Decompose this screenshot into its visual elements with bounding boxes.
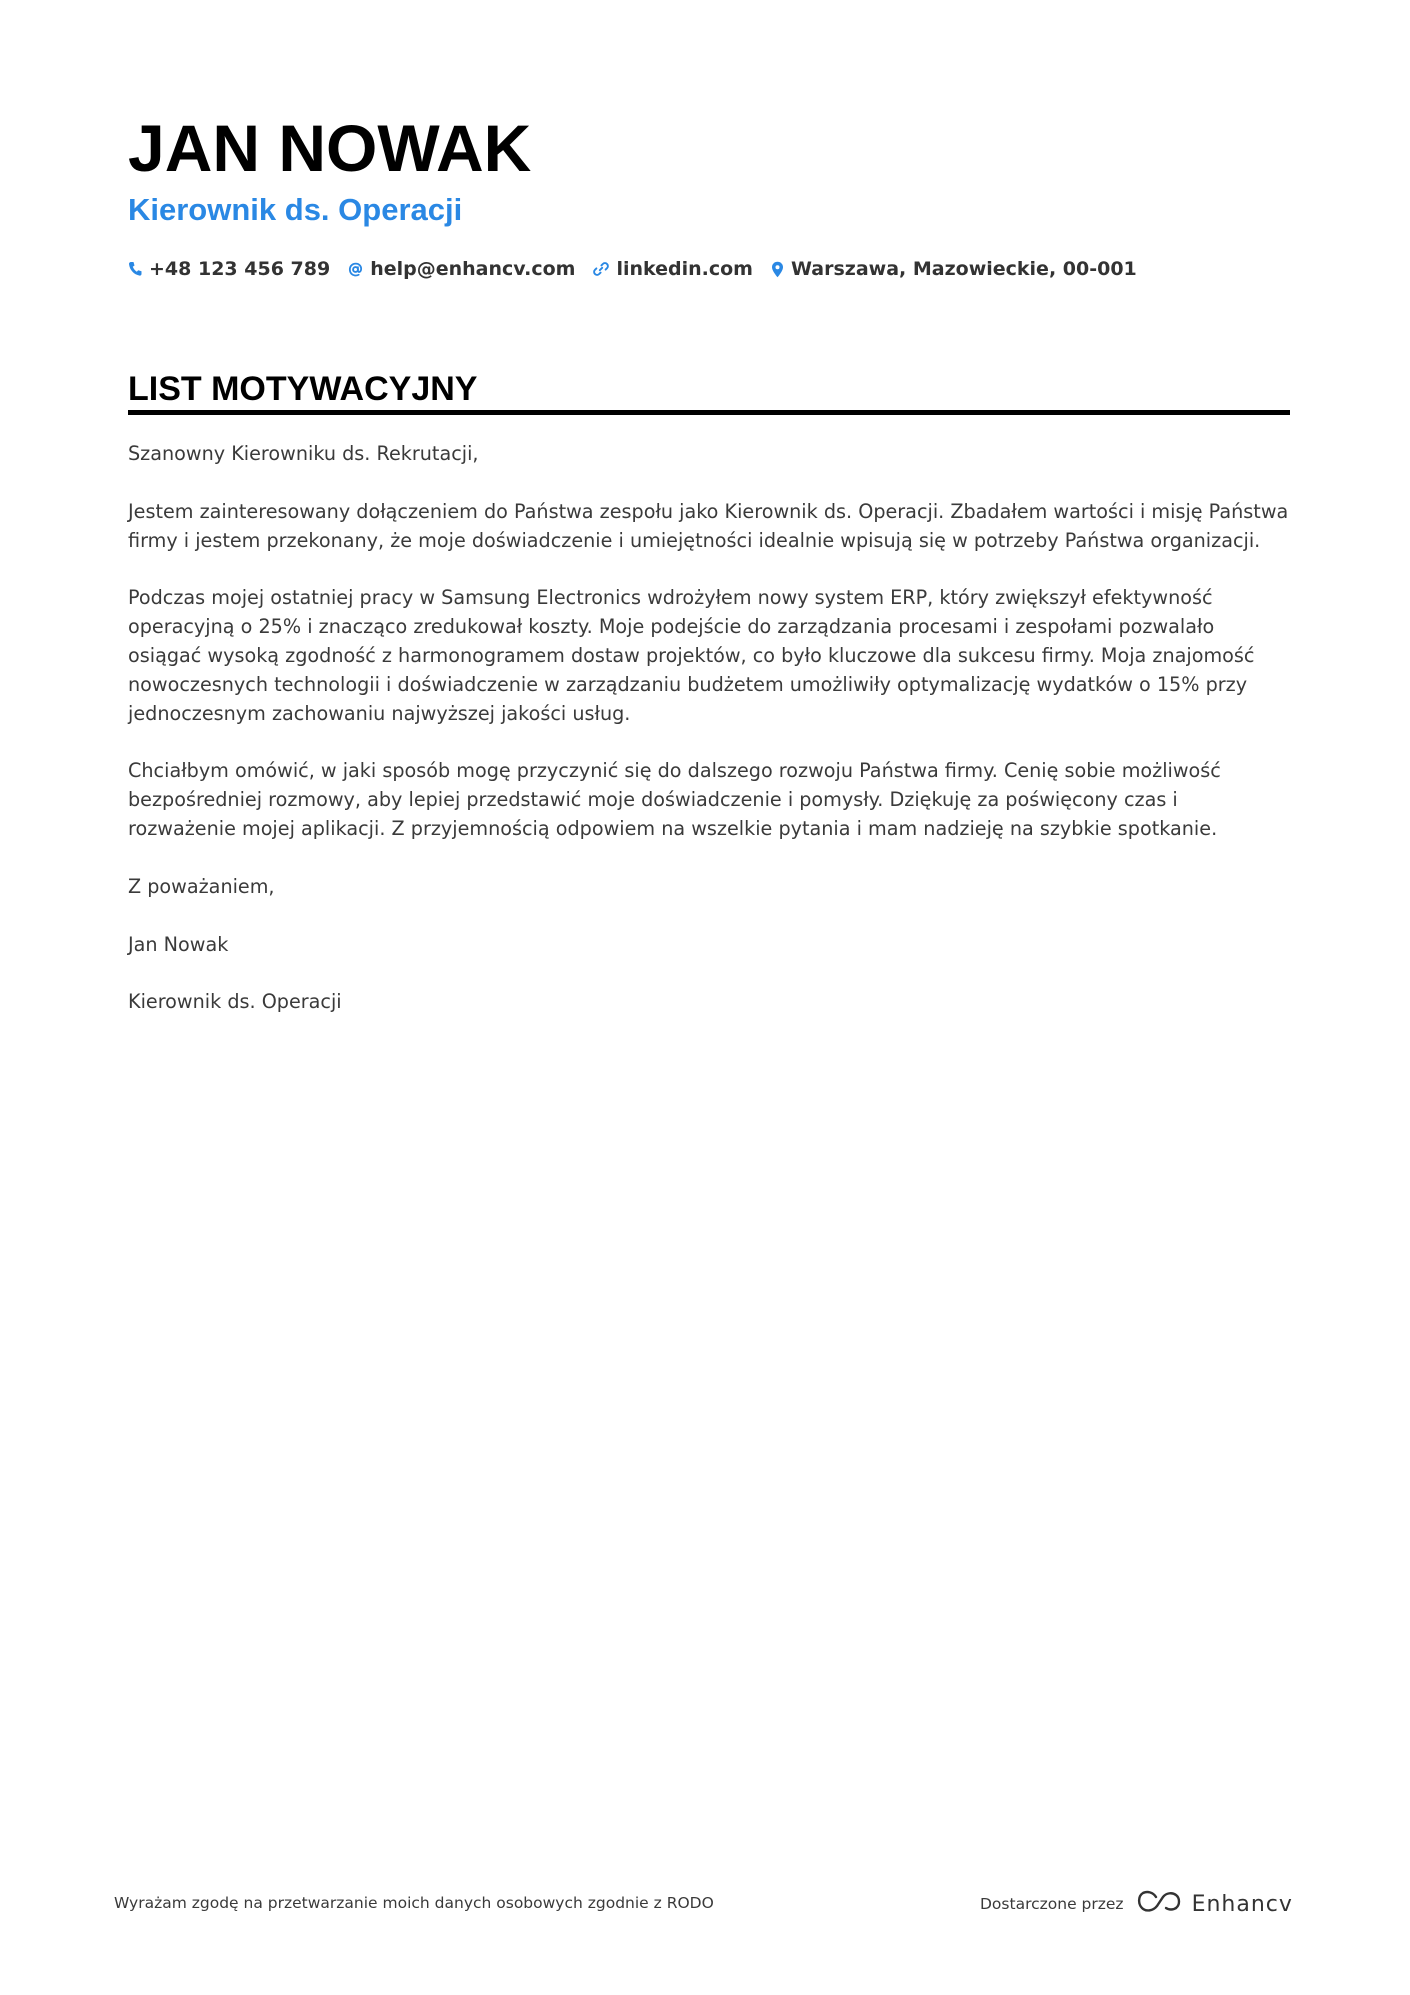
section-divider [128,410,1290,415]
contact-location [771,258,1137,280]
enhancv-logo-text: Enhancv [1191,1891,1293,1917]
phone-icon [128,261,142,277]
contact-location-text: Warszawa, Mazowieckie, 00-001 [790,258,1137,280]
letter-closing: Z poważaniem, [128,874,275,898]
applicant-name: JAN NOWAK [128,111,532,185]
enhancv-logo-icon [1136,1889,1182,1919]
letter-paragraph-2: Podczas mojej ostatniej pracy w Samsung Electronics wdrożyłem nowy system ERP, który zwiększył efektywność operacyjną o 25% i znacząco zredukował koszty. Moje podejście do zarządzania procesami i zespołami pozwalało osiągać wysoką zgodność z harmonogramem dostaw projektów, co było kluczowe dla sukcesu firmy. Moja znajomość nowoczesnych technologii i doświadczenie w zarządzaniu budżetem umożliwiły optymalizację wydatków o 15% przy jednoczesnym zachowaniu najwyższej jakości usług. [128,586,1255,725]
letter-paragraph-1: Jestem zainteresowany dołączeniem do Państwa zespołu jako Kierownik ds. Operacji. Zbadałem wartości i misję Państwa firmy i jestem przekonany, że moje doświadczenie i umiejętności idealnie wpisują się w potrzeby Państwa organizacji. [128,499,1289,552]
letter-body [128,440,1290,1046]
contact-linkedin[interactable] [593,258,753,280]
powered-by-label: Dostarczone przez [980,1895,1124,1913]
enhancv-logo[interactable] [1136,1889,1293,1919]
contact-email[interactable] [348,258,575,280]
gdpr-consent: Wyrażam zgodę na przetwarzanie moich danych osobowych zgodnie z RODO [114,1894,714,1912]
section-title: LIST MOTYWACYJNY [128,370,478,408]
letter-paragraph-3: Chciałbym omówić, w jaki sposób mogę przyczynić się do dalszego rozwoju Państwa firmy. Cenię sobie możliwość bezpośredniej rozmowy, aby lepiej przedstawić moje doświadczenie i pomysły. Dziękuję za poświęcony czas i rozważenie mojej aplikacji. Z przyjemnością odpowiem na wszelkie pytania i mam nadzieję na szybkie spotkanie. [128,759,1221,840]
link-icon [593,261,609,277]
contact-linkedin-text: linkedin.com [616,258,753,280]
location-icon [771,261,784,278]
contact-phone-text: +48 123 456 789 [149,258,331,280]
applicant-role: Kierownik ds. Operacji [128,192,463,227]
powered-by [980,1888,1293,1920]
contact-bar [128,254,1137,284]
contact-email-text: help@enhancv.com [370,258,576,280]
contact-phone [128,258,330,280]
letter-greeting: Szanowny Kierowniku ds. Rekrutacji, [128,442,479,465]
signature-name: Jan Nowak [128,932,229,956]
at-icon [348,262,363,277]
signature-title: Kierownik ds. Operacji [128,990,342,1014]
